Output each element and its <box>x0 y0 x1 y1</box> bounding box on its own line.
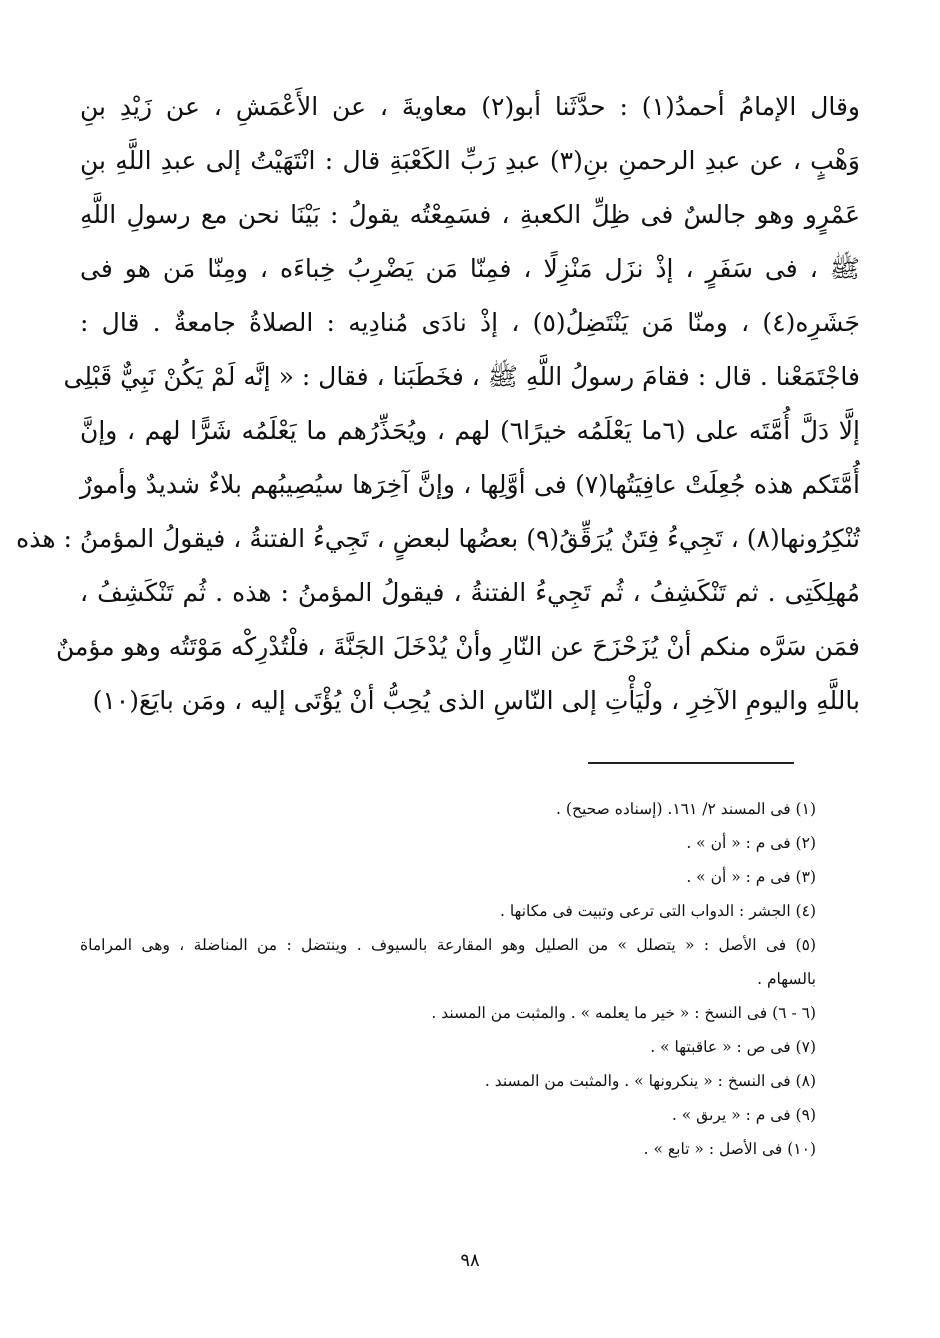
footnote-3: (٣) فى م : « أن » . <box>686 868 816 886</box>
body-line-8: أُمَّتَكم هذه جُعِلَتْ عافِيَتُها(٧) فى أوَّلِها ، وإنَّ آخِرَها سيُصِيبُهم بلاءٌ شديدٌ وأمورٌ <box>80 470 860 499</box>
body-line-6: فاجْتَمَعْنا . قال : فقامَ رسولُ اللَّهِ ﷺ ، فخَطَبَنا ، فقال : « إنَّه لَمْ يَكُنْ نَبِيٌّ قَبْلِى <box>63 362 860 391</box>
body-line-2: وَهْبٍ ، عن عبدِ الرحمنِ بنِ(٣) عبدِ رَبِّ الكَعْبَةِ قال : انْتَهَيْتُ إلى عبدِ اللَّهِ بنِ <box>80 146 860 175</box>
body-line-5: جَشَرِه(٤) ، ومنّا مَن يَنْتَضِلُ(٥) ، إذْ نادَى مُنادِيه : الصلاةُ جامعةٌ . قال : <box>80 308 860 337</box>
body-line-11: فمَن سَرَّه منكم أنْ يُزَحْزَحَ عن النّارِ وأنْ يُدْخَلَ الجَنَّةَ ، فلْتُدْرِكْه مَوْتَتُه وهو مؤمنٌ <box>55 632 860 661</box>
body-line-10: مُهلِكَتِى . ثم تَنْكَشِفُ ، ثُم تَجِيءُ الفتنةُ ، فيقولُ المؤمنُ : هذه . ثُم تَنْكَشِفُ ، <box>80 578 860 607</box>
footnote-8: (٨) فى النسخ : « ينكرونها » . والمثبت من المسند . <box>484 1072 816 1090</box>
footnote-5-continuation: بالسهام . <box>757 970 816 988</box>
footnote-1: (١) فى المسند ٢/ ١٦١. (إسناده صحيح) . <box>556 800 816 818</box>
main-text-block <box>16 80 861 728</box>
footnote-6: (٦ - ٦) فى النسخ : « خير ما يعلمه » . والمثبت من المسند . <box>431 1004 816 1022</box>
page-number: ٩٨ <box>460 1250 480 1271</box>
footnote-7: (٧) فى ص : « عاقبتها » . <box>650 1038 816 1056</box>
body-line-7: إلَّا دَلَّ أُمَّتَه على (٦ما يَعْلَمُه خيرًا٦) لهم ، ويُحَذِّرُهم ما يَعْلَمُه شَرًّا لهم ، وإنَّ <box>80 416 860 445</box>
body-line-4: ﷺ ، فى سَفَرٍ ، إذْ نزَل مَنْزِلًا ، فمِنّا مَن يَضْرِبُ خِباءَه ، ومِنّا مَن هو فى <box>80 254 860 283</box>
body-line-1: وقال الإمامُ أحمدُ(١) : حدَّثَنا أبو(٢) معاويةَ ، عن الأَعْمَشِ ، عن زَيْدِ بنِ <box>80 92 861 121</box>
footnote-2: (٢) فى م : « أن » . <box>686 834 816 852</box>
body-line-9: تُنْكِرُونها(٨) ، تَجِيءُ فِتَنٌ يُرَقِّقُ(٩) بعضُها لبعضٍ ، تَجِيءُ الفتنةُ ، فيقولُ المؤمنُ : هذه <box>16 524 860 553</box>
body-line-3: عَمْرٍو وهو جالسٌ فى ظِلِّ الكعبةِ ، فسَمِعْتُه يقولُ : بَيْنَا نحن مع رسولِ اللَّهِ <box>80 200 860 229</box>
footnote-4: (٤) الجشر : الدواب التى ترعى وتبيت فى مكانها . <box>499 902 816 920</box>
footnotes-block <box>80 792 816 1166</box>
footnote-10: (١٠) فى الأصل : « تابع » . <box>643 1140 816 1158</box>
body-line-12: باللَّهِ واليومِ الآخِرِ ، ولْيَأْتِ إلى النّاسِ الذى يُحِبُّ أنْ يُؤْتَى إليه ، ومَن بايَعَ(١٠) <box>92 686 860 715</box>
footnote-9: (٩) فى م : « يرىق » . <box>671 1106 816 1124</box>
footnote-5: (٥) فى الأصل : « يتصلل » من الصليل وهو المقارعة بالسيوف . وينتضل : من المناضلة ، وهى المراماة <box>80 936 816 954</box>
footnote-separator <box>588 762 794 764</box>
